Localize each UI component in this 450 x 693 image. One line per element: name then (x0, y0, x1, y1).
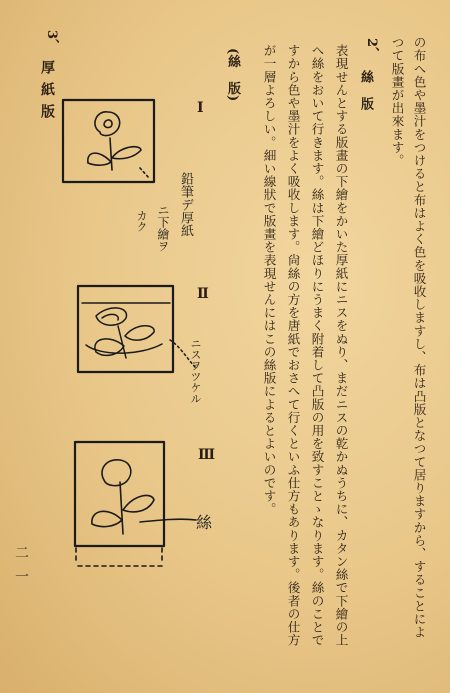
text-column-3: 表現せんとする版畫の下繪をかいた厚紙にニスをぬり、まだニスの乾かぬうちに、カタン絲で下繪の上 (333, 44, 349, 647)
figure-3-label: Ⅲ (198, 448, 216, 463)
figure-2-label: Ⅱ (197, 287, 209, 302)
figure-3-flower-drawing (75, 442, 196, 566)
text-column-6: が一層よろしい。細い線狀で版畫を表現せんにはこの絲版によるとよいのです。 (261, 44, 277, 516)
text-column-4: へ絲をおいて行きます。絲は下繪どほりにうまく附着して凸版の用を致すことゝなります。絲のことで (309, 44, 325, 647)
figure-1-label: Ⅰ (197, 101, 204, 116)
figure-1-note-a: 鉛筆デ厚紙 (178, 172, 193, 237)
text-column-5: すから色や墨汁をよく吸收します。尙絲の方を唐紙でおさへて行くといふ仕方もあります。後者の仕方 (285, 44, 301, 647)
section-2-subheading: (絲 版) (225, 48, 240, 102)
section-2-heading: 絲 版 (358, 70, 373, 111)
figure-1-flower-drawing (63, 100, 154, 182)
figure-2-flower-drawing (78, 286, 196, 372)
figure-1-note-c: カク (135, 210, 148, 232)
section-3-number: 3、 (44, 30, 59, 53)
figure-2-note: ニスヲツケル (189, 338, 202, 404)
figure-1-note-b: ニ下繪ヲ (156, 204, 170, 252)
figure-3-note: 絲 (196, 513, 213, 532)
section-3-heading: 厚紙版 (39, 60, 55, 126)
page-number: 二一 (13, 545, 29, 593)
text-column-1: の布へ色や墨汁をつけると布はよく色を吸收しますし、布は凸版となつて居りますから、することによ (411, 36, 427, 639)
section-2-number: 2、 (364, 38, 379, 61)
text-column-2: つて版畫が出來ます。 (389, 36, 405, 167)
